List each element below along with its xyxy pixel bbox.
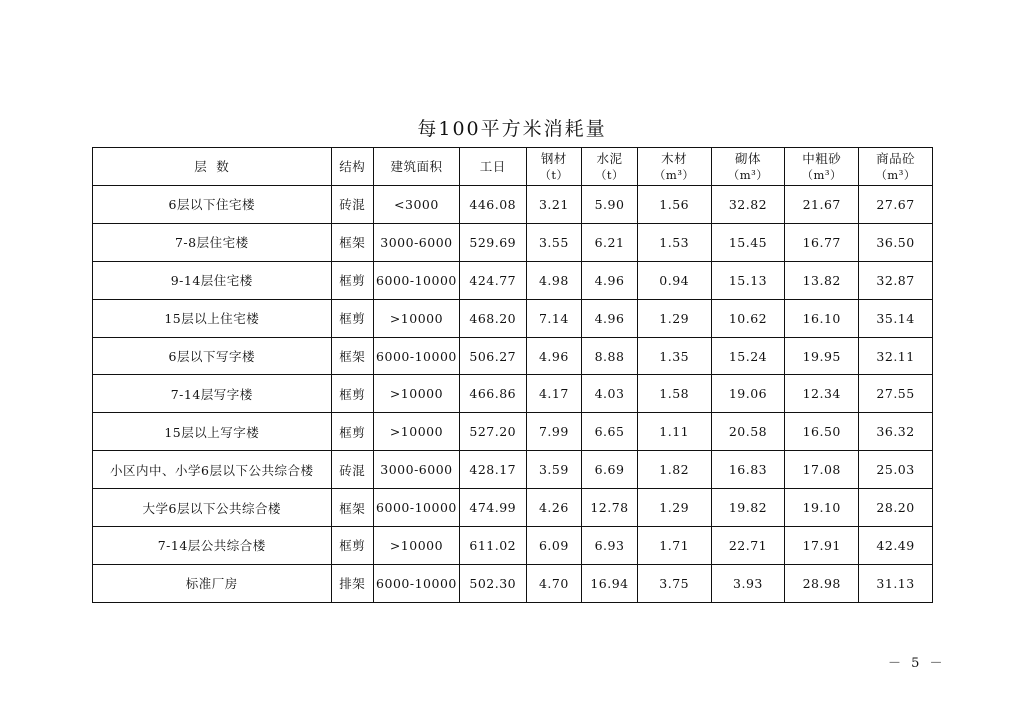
cell-floors: 6层以下写字楼 xyxy=(93,337,332,375)
cell-cement: 8.88 xyxy=(582,337,638,375)
cell-area: >10000 xyxy=(374,375,460,413)
cell-workdays: 468.20 xyxy=(459,299,526,337)
cell-floors: 7-8层住宅楼 xyxy=(93,223,332,261)
header-unit: （t） xyxy=(539,167,569,182)
cell-timber: 3.75 xyxy=(637,564,711,602)
table-row xyxy=(93,489,933,527)
cell-masonry: 15.45 xyxy=(711,223,785,261)
cell-concrete: 32.11 xyxy=(859,337,933,375)
cell-masonry: 32.82 xyxy=(711,186,785,224)
cell-cement: 4.96 xyxy=(582,261,638,299)
table-row xyxy=(93,375,933,413)
cell-workdays: 428.17 xyxy=(459,451,526,489)
cell-steel: 7.14 xyxy=(526,299,582,337)
cell-masonry: 22.71 xyxy=(711,527,785,565)
header-unit: （m³） xyxy=(653,167,695,182)
cell-timber: 0.94 xyxy=(637,261,711,299)
header-concrete xyxy=(859,148,933,186)
cell-sand: 19.95 xyxy=(785,337,859,375)
cell-masonry: 3.93 xyxy=(711,564,785,602)
cell-sand: 16.77 xyxy=(785,223,859,261)
cell-sand: 16.50 xyxy=(785,413,859,451)
cell-area: 6000-10000 xyxy=(374,337,460,375)
cell-structure: 砖混 xyxy=(331,451,373,489)
cell-timber: 1.11 xyxy=(637,413,711,451)
cell-cement: 4.96 xyxy=(582,299,638,337)
cell-floors: 6层以下住宅楼 xyxy=(93,186,332,224)
header-cement xyxy=(582,148,638,186)
cell-steel: 3.59 xyxy=(526,451,582,489)
cell-structure: 框架 xyxy=(331,337,373,375)
cell-timber: 1.35 xyxy=(637,337,711,375)
header-row xyxy=(93,148,933,186)
cell-concrete: 42.49 xyxy=(859,527,933,565)
header-label: 木材 xyxy=(661,150,688,166)
table-row xyxy=(93,223,933,261)
header-steel xyxy=(526,148,582,186)
header-unit: （m³） xyxy=(801,167,842,182)
cell-masonry: 19.82 xyxy=(711,489,785,527)
cell-masonry: 19.06 xyxy=(711,375,785,413)
cell-steel: 6.09 xyxy=(526,527,582,565)
table-row xyxy=(93,527,933,565)
cell-workdays: 446.08 xyxy=(459,186,526,224)
cell-floors: 7-14层写字楼 xyxy=(93,375,332,413)
cell-concrete: 28.20 xyxy=(859,489,933,527)
header-unit: （m³） xyxy=(727,167,769,182)
table-row xyxy=(93,186,933,224)
header-label: 商品砼 xyxy=(876,150,916,166)
page-number: － 5 － xyxy=(888,656,946,671)
cell-sand: 28.98 xyxy=(785,564,859,602)
header-structure xyxy=(331,148,373,186)
cell-timber: 1.56 xyxy=(637,186,711,224)
cell-sand: 16.10 xyxy=(785,299,859,337)
cell-sand: 12.34 xyxy=(785,375,859,413)
cell-floors: 小区内中、小学6层以下公共综合楼 xyxy=(93,451,332,489)
cell-steel: 4.70 xyxy=(526,564,582,602)
cell-steel: 7.99 xyxy=(526,413,582,451)
cell-floors: 7-14层公共综合楼 xyxy=(93,527,332,565)
cell-sand: 17.91 xyxy=(785,527,859,565)
cell-floors: 15层以上住宅楼 xyxy=(93,299,332,337)
table-row xyxy=(93,261,933,299)
cell-cement: 4.03 xyxy=(582,375,638,413)
header-floors xyxy=(93,148,332,186)
cell-masonry: 15.24 xyxy=(711,337,785,375)
cell-masonry: 15.13 xyxy=(711,261,785,299)
cell-area: 6000-10000 xyxy=(374,261,460,299)
cell-cement: 6.65 xyxy=(582,413,638,451)
cell-area: 3000-6000 xyxy=(374,223,460,261)
consumption-table xyxy=(92,147,933,603)
header-label: 建筑面积 xyxy=(390,158,443,174)
cell-concrete: 25.03 xyxy=(859,451,933,489)
cell-sand: 13.82 xyxy=(785,261,859,299)
cell-concrete: 36.32 xyxy=(859,413,933,451)
header-sand xyxy=(785,148,859,186)
cell-cement: 5.90 xyxy=(582,186,638,224)
cell-structure: 砖混 xyxy=(331,186,373,224)
cell-workdays: 424.77 xyxy=(459,261,526,299)
cell-cement: 12.78 xyxy=(582,489,638,527)
cell-sand: 21.67 xyxy=(785,186,859,224)
cell-structure: 框剪 xyxy=(331,299,373,337)
header-unit: （m³） xyxy=(875,167,916,182)
cell-structure: 框剪 xyxy=(331,527,373,565)
table-title: 每100平方米消耗量 xyxy=(417,118,607,140)
cell-concrete: 27.55 xyxy=(859,375,933,413)
table-row xyxy=(93,337,933,375)
cell-concrete: 27.67 xyxy=(859,186,933,224)
cell-timber: 1.29 xyxy=(637,299,711,337)
cell-workdays: 502.30 xyxy=(459,564,526,602)
cell-area: <3000 xyxy=(374,186,460,224)
header-workdays xyxy=(459,148,526,186)
cell-steel: 3.55 xyxy=(526,223,582,261)
cell-masonry: 20.58 xyxy=(711,413,785,451)
cell-concrete: 32.87 xyxy=(859,261,933,299)
cell-structure: 框剪 xyxy=(331,375,373,413)
header-area xyxy=(374,148,460,186)
cell-cement: 16.94 xyxy=(582,564,638,602)
cell-sand: 17.08 xyxy=(785,451,859,489)
cell-workdays: 506.27 xyxy=(459,337,526,375)
header-label: 层 数 xyxy=(194,158,230,174)
cell-cement: 6.21 xyxy=(582,223,638,261)
header-label: 水泥 xyxy=(596,150,623,166)
cell-timber: 1.58 xyxy=(637,375,711,413)
cell-workdays: 527.20 xyxy=(459,413,526,451)
cell-area: 6000-10000 xyxy=(374,489,460,527)
cell-sand: 19.10 xyxy=(785,489,859,527)
cell-concrete: 36.50 xyxy=(859,223,933,261)
cell-structure: 框架 xyxy=(331,223,373,261)
header-timber xyxy=(637,148,711,186)
header-label: 中粗砂 xyxy=(802,150,842,166)
cell-workdays: 466.86 xyxy=(459,375,526,413)
table-header xyxy=(93,148,933,186)
cell-structure: 框剪 xyxy=(331,261,373,299)
header-label: 砌体 xyxy=(734,150,761,166)
cell-steel: 4.26 xyxy=(526,489,582,527)
cell-timber: 1.82 xyxy=(637,451,711,489)
cell-workdays: 529.69 xyxy=(459,223,526,261)
cell-area: >10000 xyxy=(374,413,460,451)
table-row xyxy=(93,451,933,489)
cell-area: 6000-10000 xyxy=(374,564,460,602)
cell-timber: 1.71 xyxy=(637,527,711,565)
cell-timber: 1.29 xyxy=(637,489,711,527)
cell-structure: 框架 xyxy=(331,489,373,527)
cell-floors: 15层以上写字楼 xyxy=(93,413,332,451)
cell-floors: 大学6层以下公共综合楼 xyxy=(93,489,332,527)
cell-concrete: 35.14 xyxy=(859,299,933,337)
header-label: 工日 xyxy=(479,158,506,174)
cell-workdays: 474.99 xyxy=(459,489,526,527)
cell-structure: 排架 xyxy=(331,564,373,602)
table-body xyxy=(93,186,933,603)
cell-cement: 6.93 xyxy=(582,527,638,565)
header-label: 钢材 xyxy=(540,150,567,166)
cell-cement: 6.69 xyxy=(582,451,638,489)
cell-area: >10000 xyxy=(374,527,460,565)
cell-steel: 3.21 xyxy=(526,186,582,224)
header-unit: （t） xyxy=(594,167,625,182)
cell-structure: 框剪 xyxy=(331,413,373,451)
cell-area: >10000 xyxy=(374,299,460,337)
cell-steel: 4.98 xyxy=(526,261,582,299)
table-row xyxy=(93,564,933,602)
cell-steel: 4.96 xyxy=(526,337,582,375)
cell-steel: 4.17 xyxy=(526,375,582,413)
cell-timber: 1.53 xyxy=(637,223,711,261)
cell-floors: 9-14层住宅楼 xyxy=(93,261,332,299)
table-row xyxy=(93,299,933,337)
cell-workdays: 611.02 xyxy=(459,527,526,565)
cell-masonry: 16.83 xyxy=(711,451,785,489)
cell-floors: 标准厂房 xyxy=(93,564,332,602)
header-masonry xyxy=(711,148,785,186)
cell-area: 3000-6000 xyxy=(374,451,460,489)
cell-concrete: 31.13 xyxy=(859,564,933,602)
header-label: 结构 xyxy=(339,158,366,174)
cell-masonry: 10.62 xyxy=(711,299,785,337)
table-row xyxy=(93,413,933,451)
